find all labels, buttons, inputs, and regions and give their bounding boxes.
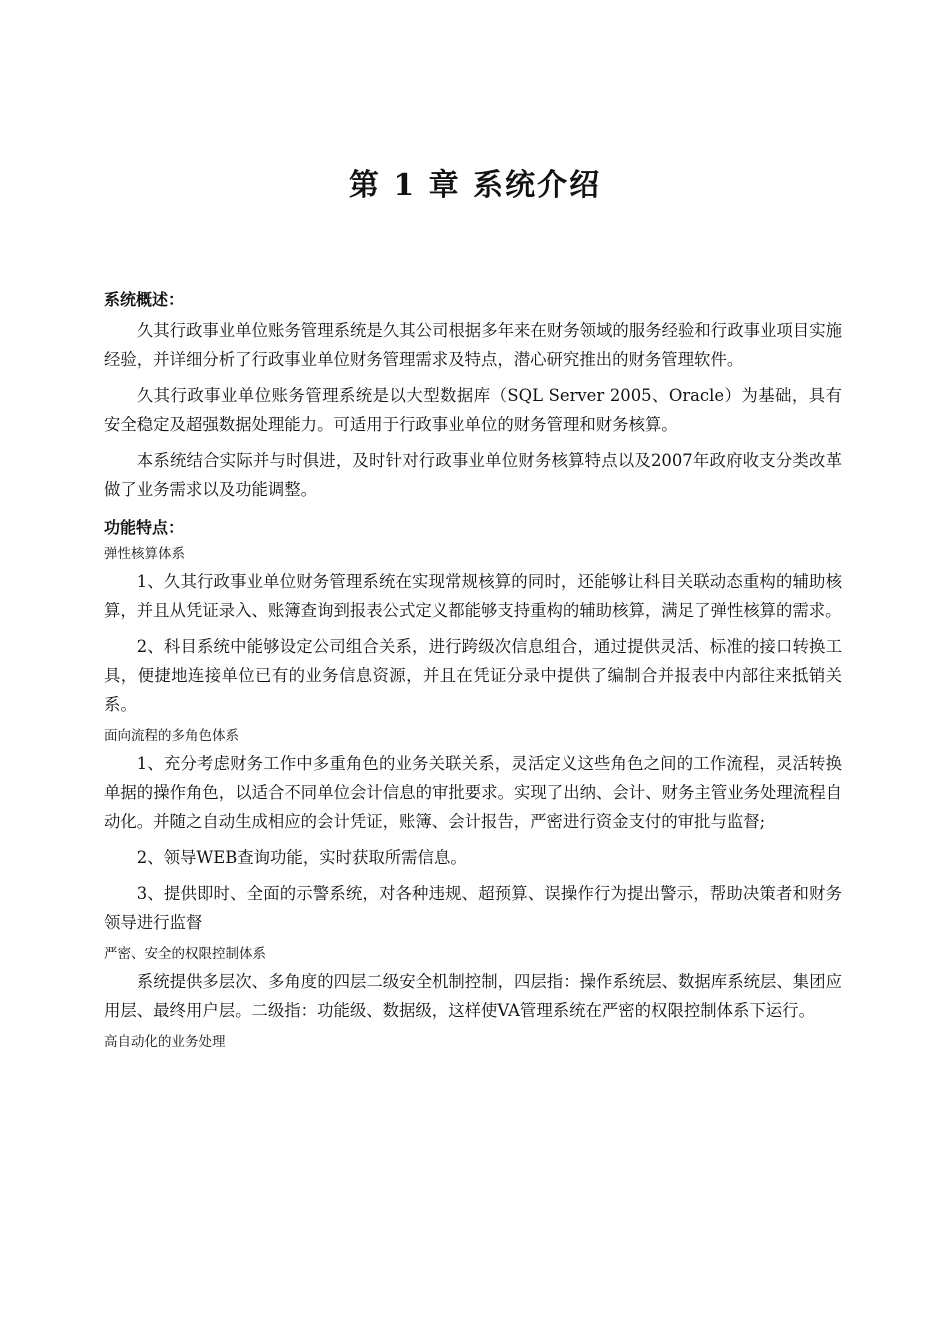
chapter-title: 第 1 章 系统介绍 [348,168,602,203]
feature-paragraph: 3、提供即时、全面的示警系统，对各种违规、超预算、误操作行为提出警示，帮助决策者和财务领导进行监督 [104,884,842,932]
feature-paragraph: 2、科目系统中能够设定公司组合关系，进行跨级次信息组合，通过提供灵活、标准的接口转换工具，便捷地连接单位已有的业务信息资源，并且在凭证分录中提供了编制合并报表中内部往来抵销关系。 [104,637,842,714]
feature-subheading: 弹性核算体系 [104,546,185,562]
feature-subheading: 严密、安全的权限控制体系 [104,946,266,962]
overview-paragraph: 本系统结合实际并与时俱进，及时针对行政事业单位财务核算特点以及2007年政府收支分类改革做了业务需求以及功能调整。 [104,451,842,499]
feature-paragraph: 1、久其行政事业单位财务管理系统在实现常规核算的同时，还能够让科目关联动态重构的辅助核算，并且从凭证录入、账簿查询到报表公式定义都能够支持重构的辅助核算，满足了弹性核算的需求。 [104,572,842,620]
overview-paragraph: 久其行政事业单位账务管理系统是以大型数据库（SQL Server 2005、Oracle）为基础，具有安全稳定及超强数据处理能力。可适用于行政事业单位的财务管理和财务核算。 [104,386,842,434]
feature-paragraph: 2、领导WEB查询功能，实时获取所需信息。 [136,848,467,867]
overview-heading: 系统概述： [104,290,185,309]
document-body [104,288,842,1055]
feature-paragraph: 1、充分考虑财务工作中多重角色的业务关联关系，灵活定义这些角色之间的工作流程，灵活转换单据的操作角色，以适合不同单位会计信息的审批要求。实现了出纳、会计、财务主管业务处理流程自动化。并随之自动生成相应的会计凭证，账簿、会计报告，严密进行资金支付的审批与监督; [104,754,842,831]
overview-paragraph: 久其行政事业单位账务管理系统是久其公司根据多年来在财务领域的服务经验和行政事业项目实施经验，并详细分析了行政事业单位财务管理需求及特点，潜心研究推出的财务管理软件。 [104,321,842,369]
feature-subheading: 面向流程的多角色体系 [104,728,239,744]
feature-paragraph: 系统提供多层次、多角度的四层二级安全机制控制，四层指：操作系统层、数据库系统层、集团应用层、最终用户层。二级指：功能级、数据级，这样使VA管理系统在严密的权限控制体系下运行。 [104,972,842,1020]
features-heading: 功能特点： [104,518,185,537]
feature-subheading: 高自动化的业务处理 [104,1034,226,1050]
